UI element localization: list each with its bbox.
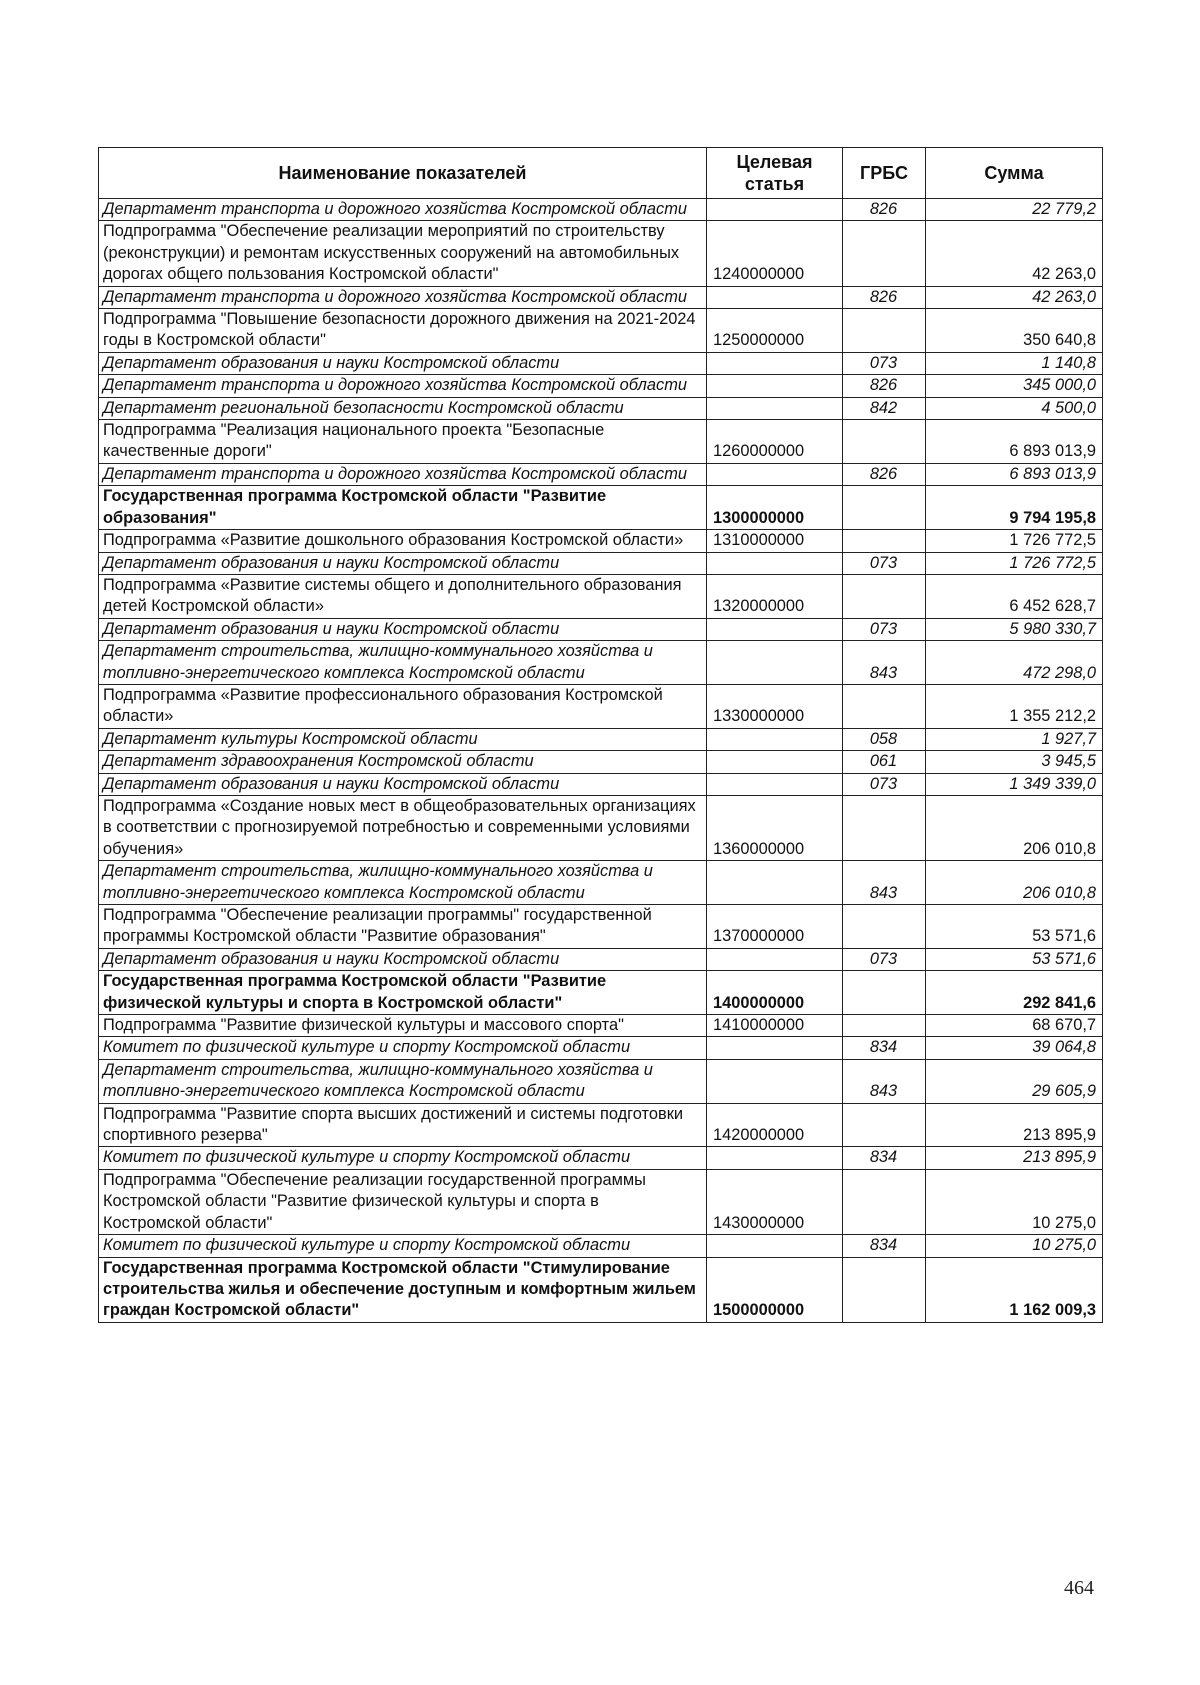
- row-name-cell: Подпрограмма "Развитие спорта высших достижений и системы подготовки спортивного резерва": [99, 1103, 707, 1147]
- row-grbs-cell: 834: [843, 1235, 926, 1257]
- row-code-cell: [707, 1235, 843, 1257]
- row-name-cell: Подпрограмма «Развитие профессионального образования Костромской области»: [99, 684, 707, 728]
- page-number: 464: [1064, 1577, 1094, 1599]
- header-name: Наименование показателей: [99, 148, 707, 199]
- table-row: [99, 221, 1103, 286]
- row-grbs-cell: [843, 221, 926, 286]
- row-code-cell: [707, 552, 843, 574]
- table-row: [99, 574, 1103, 618]
- row-sum-cell: 213 895,9: [926, 1103, 1103, 1147]
- row-sum-cell: 22 779,2: [926, 199, 1103, 221]
- table-row: [99, 861, 1103, 905]
- row-grbs-cell: 826: [843, 375, 926, 397]
- row-code-cell: [707, 1147, 843, 1169]
- row-sum-cell: 29 605,9: [926, 1059, 1103, 1103]
- row-sum-cell: 42 263,0: [926, 286, 1103, 308]
- row-code-cell: [707, 352, 843, 374]
- table-row: [99, 420, 1103, 464]
- row-name-cell: Департамент транспорта и дорожного хозяйства Костромской области: [99, 199, 707, 221]
- row-name-cell: Департамент транспорта и дорожного хозяйства Костромской области: [99, 286, 707, 308]
- table-row: [99, 309, 1103, 353]
- row-sum-cell: 1 140,8: [926, 352, 1103, 374]
- table-row: [99, 552, 1103, 574]
- row-sum-cell: 472 298,0: [926, 641, 1103, 685]
- row-code-cell: 1430000000: [707, 1169, 843, 1234]
- table-row: [99, 375, 1103, 397]
- row-code-cell: 1400000000: [707, 971, 843, 1015]
- header-grbs: ГРБС: [843, 148, 926, 199]
- table-body: [99, 199, 1103, 1323]
- table-row: [99, 618, 1103, 640]
- table-row: [99, 795, 1103, 860]
- row-grbs-cell: 843: [843, 861, 926, 905]
- table-row: [99, 971, 1103, 1015]
- row-code-cell: 1240000000: [707, 221, 843, 286]
- row-sum-cell: 350 640,8: [926, 309, 1103, 353]
- table-row: [99, 352, 1103, 374]
- row-code-cell: 1370000000: [707, 905, 843, 949]
- row-sum-cell: 3 945,5: [926, 751, 1103, 773]
- row-sum-cell: 53 571,6: [926, 948, 1103, 970]
- row-grbs-cell: [843, 530, 926, 552]
- row-code-cell: 1330000000: [707, 684, 843, 728]
- table-row: [99, 286, 1103, 308]
- row-code-cell: 1320000000: [707, 574, 843, 618]
- row-name-cell: Департамент строительства, жилищно-коммунального хозяйства и топливно-энергетического комплекса Костромской области: [99, 1059, 707, 1103]
- row-code-cell: [707, 286, 843, 308]
- table-row: [99, 1103, 1103, 1147]
- row-sum-cell: 1 162 009,3: [926, 1257, 1103, 1322]
- row-sum-cell: 206 010,8: [926, 861, 1103, 905]
- table-row: [99, 684, 1103, 728]
- row-name-cell: Департамент образования и науки Костромской области: [99, 552, 707, 574]
- table-header-row: [99, 148, 1103, 199]
- row-grbs-cell: 073: [843, 618, 926, 640]
- row-grbs-cell: [843, 1103, 926, 1147]
- row-sum-cell: 53 571,6: [926, 905, 1103, 949]
- row-code-cell: [707, 199, 843, 221]
- row-code-cell: [707, 618, 843, 640]
- row-name-cell: Департамент здравоохранения Костромской области: [99, 751, 707, 773]
- row-name-cell: Подпрограмма "Развитие физической культуры и массового спорта": [99, 1015, 707, 1037]
- row-sum-cell: 345 000,0: [926, 375, 1103, 397]
- table-row: [99, 1169, 1103, 1234]
- row-sum-cell: 6 893 013,9: [926, 420, 1103, 464]
- row-sum-cell: 1 726 772,5: [926, 530, 1103, 552]
- row-grbs-cell: 826: [843, 199, 926, 221]
- row-name-cell: Подпрограмма «Развитие дошкольного образования Костромской области»: [99, 530, 707, 552]
- row-code-cell: [707, 1059, 843, 1103]
- row-name-cell: Департамент региональной безопасности Костромской области: [99, 397, 707, 419]
- row-sum-cell: 1 355 212,2: [926, 684, 1103, 728]
- row-sum-cell: 292 841,6: [926, 971, 1103, 1015]
- row-grbs-cell: 058: [843, 728, 926, 750]
- table-row: [99, 1235, 1103, 1257]
- row-grbs-cell: [843, 905, 926, 949]
- row-name-cell: Комитет по физической культуре и спорту Костромской области: [99, 1147, 707, 1169]
- budget-table: [98, 147, 1103, 1323]
- row-grbs-cell: 061: [843, 751, 926, 773]
- row-sum-cell: 1 349 339,0: [926, 773, 1103, 795]
- table-row: [99, 486, 1103, 530]
- table-row: [99, 1037, 1103, 1059]
- row-code-cell: 1250000000: [707, 309, 843, 353]
- row-code-cell: 1260000000: [707, 420, 843, 464]
- table-row: [99, 751, 1103, 773]
- row-grbs-cell: 843: [843, 1059, 926, 1103]
- row-sum-cell: 6 893 013,9: [926, 463, 1103, 485]
- row-sum-cell: 6 452 628,7: [926, 574, 1103, 618]
- row-code-cell: [707, 397, 843, 419]
- row-code-cell: [707, 375, 843, 397]
- row-name-cell: Департамент образования и науки Костромской области: [99, 618, 707, 640]
- row-code-cell: 1300000000: [707, 486, 843, 530]
- row-code-cell: 1360000000: [707, 795, 843, 860]
- row-name-cell: Государственная программа Костромской области "Развитие образования": [99, 486, 707, 530]
- row-grbs-cell: [843, 684, 926, 728]
- table-row: [99, 530, 1103, 552]
- row-grbs-cell: [843, 1015, 926, 1037]
- row-sum-cell: 206 010,8: [926, 795, 1103, 860]
- row-grbs-cell: 073: [843, 948, 926, 970]
- row-sum-cell: 42 263,0: [926, 221, 1103, 286]
- row-grbs-cell: 834: [843, 1037, 926, 1059]
- row-grbs-cell: 073: [843, 552, 926, 574]
- row-name-cell: Подпрограмма "Обеспечение реализации государственной программы Костромской области "Развитие физической культуры и спорта в Костромской области": [99, 1169, 707, 1234]
- row-grbs-cell: [843, 420, 926, 464]
- row-sum-cell: 213 895,9: [926, 1147, 1103, 1169]
- row-grbs-cell: 834: [843, 1147, 926, 1169]
- row-name-cell: Департамент транспорта и дорожного хозяйства Костромской области: [99, 463, 707, 485]
- row-name-cell: Государственная программа Костромской области "Развитие физической культуры и спорта в Костромской области": [99, 971, 707, 1015]
- row-grbs-cell: 826: [843, 286, 926, 308]
- table-row: [99, 728, 1103, 750]
- row-grbs-cell: [843, 486, 926, 530]
- row-name-cell: Подпрограмма «Создание новых мест в общеобразовательных организациях в соответствии с прогнозируемой потребностью и современными условиями обучения»: [99, 795, 707, 860]
- row-code-cell: [707, 641, 843, 685]
- table-row: [99, 948, 1103, 970]
- row-sum-cell: 68 670,7: [926, 1015, 1103, 1037]
- row-grbs-cell: 826: [843, 463, 926, 485]
- row-grbs-cell: [843, 309, 926, 353]
- table-row: [99, 1059, 1103, 1103]
- row-name-cell: Подпрограмма "Реализация национального проекта "Безопасные качественные дороги": [99, 420, 707, 464]
- row-name-cell: Подпрограмма "Обеспечение реализации программы" государственной программы Костромской области "Развитие образования": [99, 905, 707, 949]
- row-sum-cell: 10 275,0: [926, 1235, 1103, 1257]
- table-row: [99, 1015, 1103, 1037]
- row-code-cell: [707, 463, 843, 485]
- row-name-cell: Подпрограмма "Обеспечение реализации мероприятий по строительству (реконструкции) и ремонтам искусственных сооружений на автомобильных дорогах общего пользования Костромской области": [99, 221, 707, 286]
- row-grbs-cell: [843, 795, 926, 860]
- table-row: [99, 641, 1103, 685]
- row-sum-cell: 1 726 772,5: [926, 552, 1103, 574]
- row-name-cell: Государственная программа Костромской области "Стимулирование строительства жилья и обеспечение доступным и комфортным жильем граждан Костромской области": [99, 1257, 707, 1322]
- row-grbs-cell: [843, 1169, 926, 1234]
- row-grbs-cell: 073: [843, 352, 926, 374]
- row-sum-cell: 10 275,0: [926, 1169, 1103, 1234]
- row-grbs-cell: 073: [843, 773, 926, 795]
- row-sum-cell: 9 794 195,8: [926, 486, 1103, 530]
- row-code-cell: [707, 861, 843, 905]
- row-code-cell: [707, 773, 843, 795]
- row-grbs-cell: [843, 1257, 926, 1322]
- row-sum-cell: 4 500,0: [926, 397, 1103, 419]
- row-name-cell: Подпрограмма «Развитие системы общего и дополнительного образования детей Костромской области»: [99, 574, 707, 618]
- row-name-cell: Подпрограмма "Повышение безопасности дорожного движения на 2021-2024 годы в Костромской области": [99, 309, 707, 353]
- row-code-cell: 1310000000: [707, 530, 843, 552]
- row-code-cell: 1500000000: [707, 1257, 843, 1322]
- row-name-cell: Департамент строительства, жилищно-коммунального хозяйства и топливно-энергетического комплекса Костромской области: [99, 861, 707, 905]
- row-code-cell: [707, 948, 843, 970]
- row-grbs-cell: [843, 971, 926, 1015]
- table-row: [99, 199, 1103, 221]
- header-code: Целевая статья: [707, 148, 843, 199]
- row-grbs-cell: [843, 574, 926, 618]
- row-name-cell: Департамент транспорта и дорожного хозяйства Костромской области: [99, 375, 707, 397]
- row-name-cell: Департамент строительства, жилищно-коммунального хозяйства и топливно-энергетического комплекса Костромской области: [99, 641, 707, 685]
- table-row: [99, 1147, 1103, 1169]
- row-sum-cell: 39 064,8: [926, 1037, 1103, 1059]
- table-row: [99, 905, 1103, 949]
- row-name-cell: Департамент образования и науки Костромской области: [99, 948, 707, 970]
- row-name-cell: Комитет по физической культуре и спорту Костромской области: [99, 1235, 707, 1257]
- table-row: [99, 397, 1103, 419]
- row-grbs-cell: 843: [843, 641, 926, 685]
- row-grbs-cell: 842: [843, 397, 926, 419]
- row-name-cell: Департамент культуры Костромской области: [99, 728, 707, 750]
- row-code-cell: 1420000000: [707, 1103, 843, 1147]
- table-row: [99, 773, 1103, 795]
- row-code-cell: 1410000000: [707, 1015, 843, 1037]
- row-name-cell: Комитет по физической культуре и спорту Костромской области: [99, 1037, 707, 1059]
- row-name-cell: Департамент образования и науки Костромской области: [99, 352, 707, 374]
- row-code-cell: [707, 728, 843, 750]
- table-row: [99, 1257, 1103, 1322]
- row-sum-cell: 1 927,7: [926, 728, 1103, 750]
- table-row: [99, 463, 1103, 485]
- header-sum: Сумма: [926, 148, 1103, 199]
- row-name-cell: Департамент образования и науки Костромской области: [99, 773, 707, 795]
- row-sum-cell: 5 980 330,7: [926, 618, 1103, 640]
- row-code-cell: [707, 751, 843, 773]
- row-code-cell: [707, 1037, 843, 1059]
